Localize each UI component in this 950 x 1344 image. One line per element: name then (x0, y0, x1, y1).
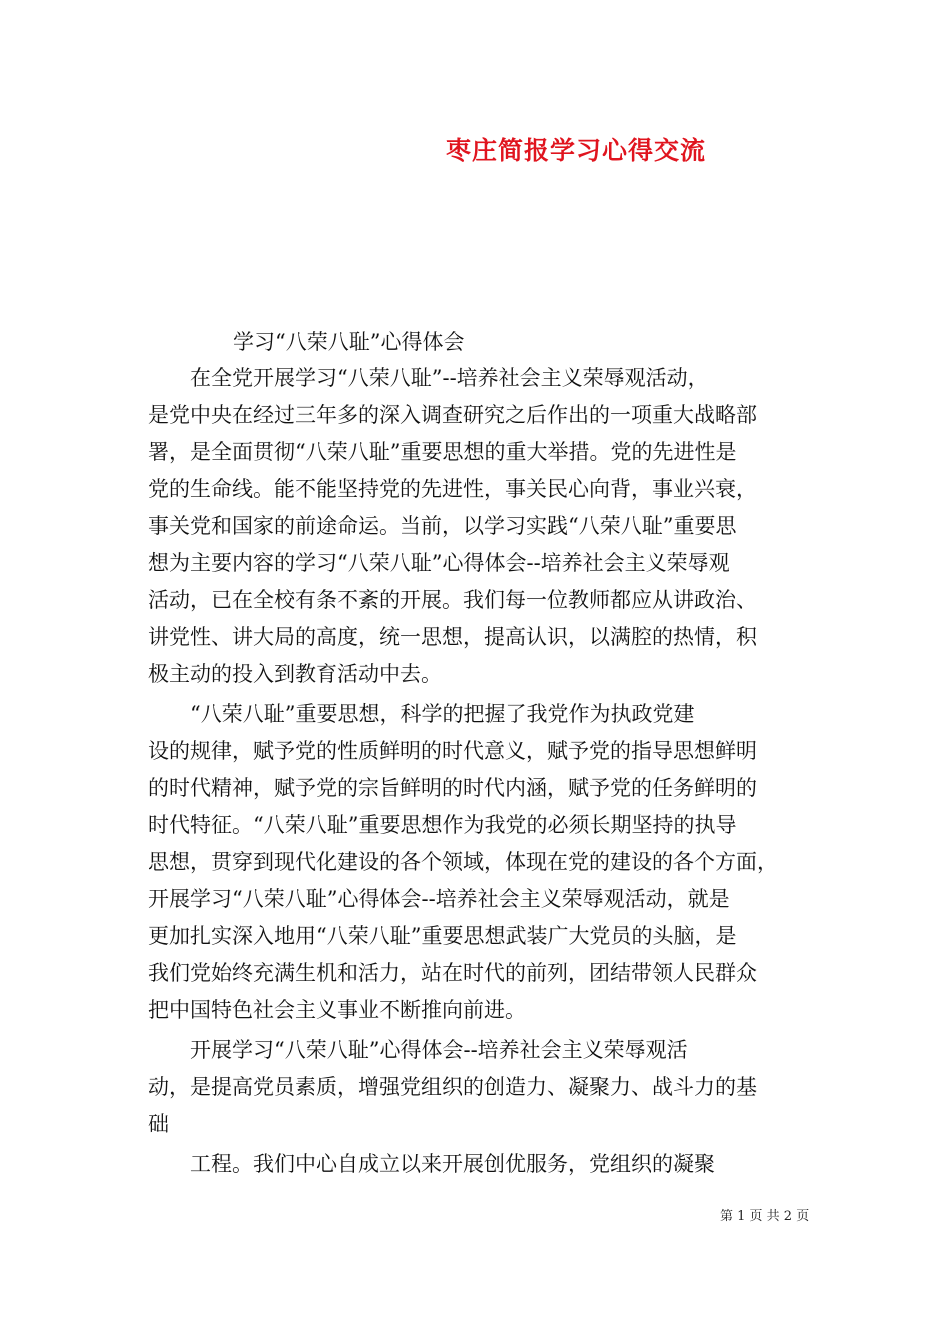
body-line: 署，是全面贯彻“八荣八耻”重要思想的重大举措。党的先进性是 (148, 440, 737, 464)
body-line: 事关党和国家的前途命运。当前，以学习实践“八荣八耻”重要思 (148, 514, 737, 538)
body-line: 开展学习“八荣八耻”心得体会--培养社会主义荣辱观活 (148, 1038, 688, 1062)
body-line: 设的规律，赋予党的性质鲜明的时代意义，赋予党的指导思想鲜明 (148, 739, 757, 763)
body-line: 活动，已在全校有条不紊的开展。我们每一位教师都应从讲政治、 (148, 588, 757, 612)
section-heading: 学习“八荣八耻”心得体会 (233, 330, 465, 354)
body-line: 开展学习“八荣八耻”心得体会--培养社会主义荣辱观活动，就是 (148, 887, 730, 911)
document-title: 枣庄简报学习心得交流 (446, 136, 707, 165)
body-line: 极主动的投入到教育活动中去。 (148, 662, 442, 686)
body-line: 础 (148, 1112, 169, 1136)
body-line: 讲党性、讲大局的高度，统一思想，提高认识，以满腔的热情，积 (148, 625, 757, 649)
body-line: 想为主要内容的学习“八荣八耻”心得体会--培养社会主义荣辱观 (148, 551, 730, 575)
body-line: 思想，贯穿到现代化建设的各个领域，体现在党的建设的各个方面， (148, 850, 778, 874)
body-line: 更加扎实深入地用“八荣八耻”重要思想武装广大党员的头脑，是 (148, 924, 737, 948)
body-line: 工程。我们中心自成立以来开展创优服务，党组织的凝聚 (148, 1152, 715, 1176)
body-line: 把中国特色社会主义事业不断推向前进。 (148, 998, 526, 1022)
body-line: 的时代精神，赋予党的宗旨鲜明的时代内涵，赋予党的任务鲜明的 (148, 776, 757, 800)
body-line: 党的生命线。能不能坚持党的先进性，事关民心向背，事业兴衰， (148, 477, 757, 501)
body-line: 在全党开展学习“八荣八耻”--培养社会主义荣辱观活动， (148, 366, 709, 390)
body-line: “八荣八耻”重要思想，科学的把握了我党作为执政党建 (148, 702, 695, 726)
page-number-footer: 第 1 页 共 2 页 (720, 1209, 810, 1224)
body-line: 我们党始终充满生机和活力，站在时代的前列，团结带领人民群众 (148, 961, 757, 985)
body-line: 时代特征。“八荣八耻”重要思想作为我党的必须长期坚持的执导 (148, 813, 737, 837)
body-line: 动，是提高党员素质，增强党组织的创造力、凝聚力、战斗力的基 (148, 1075, 757, 1099)
body-line: 是党中央在经过三年多的深入调查研究之后作出的一项重大战略部 (148, 403, 757, 427)
